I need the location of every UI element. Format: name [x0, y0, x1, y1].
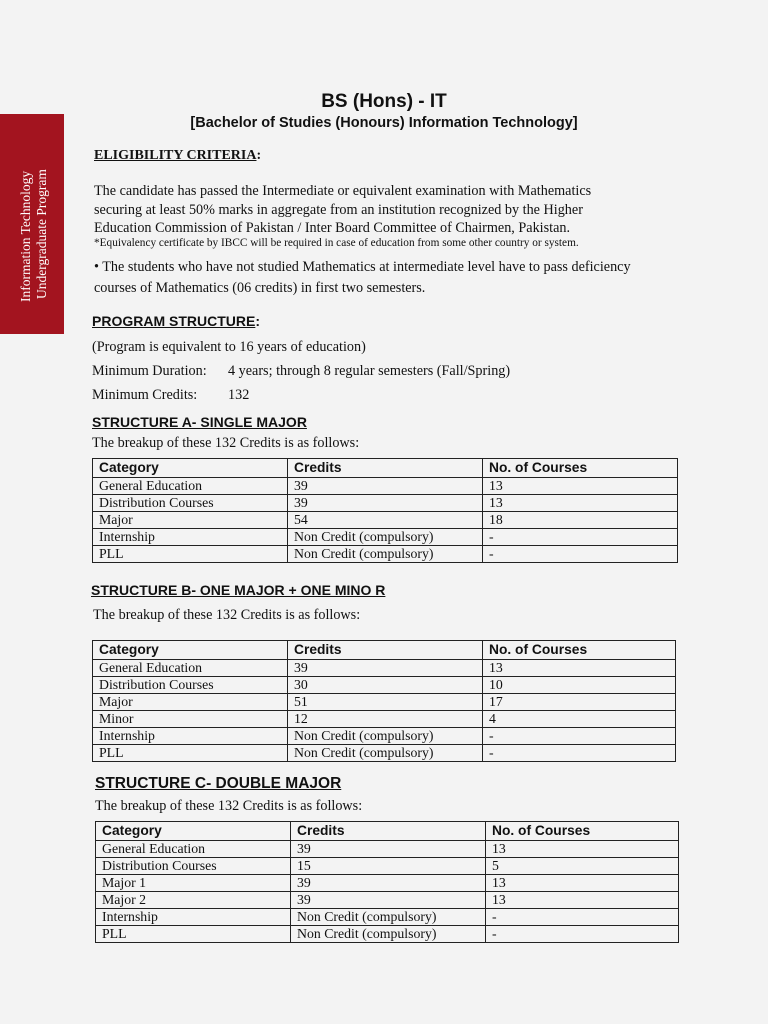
cell: 39 — [291, 841, 486, 858]
cell: 5 — [486, 858, 679, 875]
cell: Major 1 — [96, 875, 291, 892]
col-credits: Credits — [288, 459, 483, 478]
cell: 10 — [483, 677, 676, 694]
duration-label: Minimum Duration: — [92, 363, 207, 379]
cell: Non Credit (compulsory) — [291, 926, 486, 943]
col-category: Category — [93, 459, 288, 478]
cell: 39 — [291, 875, 486, 892]
cell: Major — [93, 512, 288, 529]
table-row — [93, 512, 678, 529]
cell: Distribution Courses — [93, 677, 288, 694]
structure-c-heading: STRUCTURE C- DOUBLE MAJOR — [95, 775, 342, 792]
table-row — [93, 694, 676, 711]
cell: Non Credit (compulsory) — [291, 909, 486, 926]
cell: Non Credit (compulsory) — [288, 745, 483, 762]
eligibility-line: securing at least 50% marks in aggregate from an institution recognized by the Higher — [94, 201, 583, 218]
page-subtitle: [Bachelor of Studies (Honours) Information Technology] — [190, 115, 578, 131]
structure-b-breakup: The breakup of these 132 Credits is as follows: — [93, 607, 361, 623]
cell: General Education — [96, 841, 291, 858]
eligibility-line: Education Commission of Pakistan / Inter Board Committee of Chairmen, Pakistan. — [94, 220, 571, 236]
col-courses: No. of Courses — [483, 459, 678, 478]
cell: 15 — [291, 858, 486, 875]
cell: 51 — [288, 694, 483, 711]
table-header-row — [93, 459, 678, 478]
structure-c-table — [95, 821, 679, 943]
page-title: BS (Hons) - IT — [321, 91, 447, 112]
cell: Distribution Courses — [96, 858, 291, 875]
table-row — [96, 909, 679, 926]
bullet-line: • The students who have not studied Mathematics at intermediate level have to pass deficiency — [94, 259, 631, 275]
credits-value: 132 — [228, 387, 250, 403]
eligibility-heading-text: ELIGIBILITY CRITERIA — [94, 148, 257, 163]
cell: Non Credit (compulsory) — [288, 546, 483, 563]
cell: 12 — [288, 711, 483, 728]
program-equivalent: (Program is equivalent to 16 years of education) — [92, 339, 366, 355]
table-row — [96, 875, 679, 892]
structure-c-breakup: The breakup of these 132 Credits is as follows: — [95, 798, 363, 814]
cell: 18 — [483, 512, 678, 529]
sidebar-line-2: Undergraduate Program — [34, 169, 49, 299]
table-row — [93, 478, 678, 495]
cell: PLL — [93, 745, 288, 762]
cell: - — [483, 745, 676, 762]
eligibility-heading — [94, 148, 261, 164]
cell: General Education — [93, 478, 288, 495]
col-credits: Credits — [288, 641, 483, 660]
program-heading-colon: : — [255, 313, 261, 329]
cell: 13 — [483, 478, 678, 495]
eligibility-paragraph — [94, 182, 591, 238]
cell: 4 — [483, 711, 676, 728]
table-row — [93, 495, 678, 512]
deficiency-bullet — [94, 257, 631, 298]
table-row — [93, 546, 678, 563]
structure-a-table — [92, 458, 678, 563]
cell: 39 — [288, 660, 483, 677]
bullet-line: courses of Mathematics (06 credits) in first two semesters. — [94, 279, 426, 296]
col-courses: No. of Courses — [486, 822, 679, 841]
equivalency-note: *Equivalency certificate by IBCC will be required in case of education from some other country or system. — [94, 237, 579, 249]
structure-b-heading: STRUCTURE B- ONE MAJOR + ONE MINO R — [91, 582, 386, 598]
table-row — [93, 711, 676, 728]
table-row — [96, 926, 679, 943]
cell: 13 — [486, 892, 679, 909]
program-heading-text: PROGRAM STRUCTURE — [92, 313, 256, 329]
cell: - — [483, 529, 678, 546]
cell: Internship — [93, 529, 288, 546]
table-row — [93, 728, 676, 745]
cell: PLL — [93, 546, 288, 563]
eligibility-line: The candidate has passed the Intermediate or equivalent examination with Mathematics — [94, 183, 592, 199]
eligibility-heading-colon: : — [256, 148, 262, 163]
col-courses: No. of Courses — [483, 641, 676, 660]
col-category: Category — [96, 822, 291, 841]
structure-a-breakup: The breakup of these 132 Credits is as follows: — [92, 435, 360, 451]
cell: PLL — [96, 926, 291, 943]
structure-a-heading: STRUCTURE A- SINGLE MAJOR — [92, 414, 307, 430]
table-header-row — [96, 822, 679, 841]
cell: Major 2 — [96, 892, 291, 909]
sidebar-line-1: Information Technology — [18, 170, 33, 302]
cell: 13 — [486, 875, 679, 892]
cell: 13 — [483, 660, 676, 677]
duration-value: 4 years; through 8 regular semesters (Fall/Spring) — [228, 363, 511, 379]
sidebar-vertical-label — [16, 147, 52, 302]
cell: - — [486, 926, 679, 943]
table-row — [96, 892, 679, 909]
table-row — [96, 841, 679, 858]
table-row — [93, 677, 676, 694]
cell: 54 — [288, 512, 483, 529]
cell: Non Credit (compulsory) — [288, 728, 483, 745]
cell: 13 — [486, 841, 679, 858]
col-credits: Credits — [291, 822, 486, 841]
cell: Non Credit (compulsory) — [288, 529, 483, 546]
table-header-row — [93, 641, 676, 660]
credits-label: Minimum Credits: — [92, 387, 198, 403]
table-row — [93, 745, 676, 762]
table-row — [96, 858, 679, 875]
cell: 17 — [483, 694, 676, 711]
cell: 39 — [288, 478, 483, 495]
program-heading — [92, 313, 260, 329]
cell: 13 — [483, 495, 678, 512]
cell: - — [483, 546, 678, 563]
table-row — [93, 660, 676, 677]
cell: 30 — [288, 677, 483, 694]
cell: - — [483, 728, 676, 745]
cell: 39 — [288, 495, 483, 512]
cell: Internship — [93, 728, 288, 745]
cell: Internship — [96, 909, 291, 926]
cell: - — [486, 909, 679, 926]
cell: 39 — [291, 892, 486, 909]
cell: General Education — [93, 660, 288, 677]
cell: Major — [93, 694, 288, 711]
structure-b-table — [92, 640, 676, 762]
col-category: Category — [93, 641, 288, 660]
cell: Minor — [93, 711, 288, 728]
table-row — [93, 529, 678, 546]
cell: Distribution Courses — [93, 495, 288, 512]
